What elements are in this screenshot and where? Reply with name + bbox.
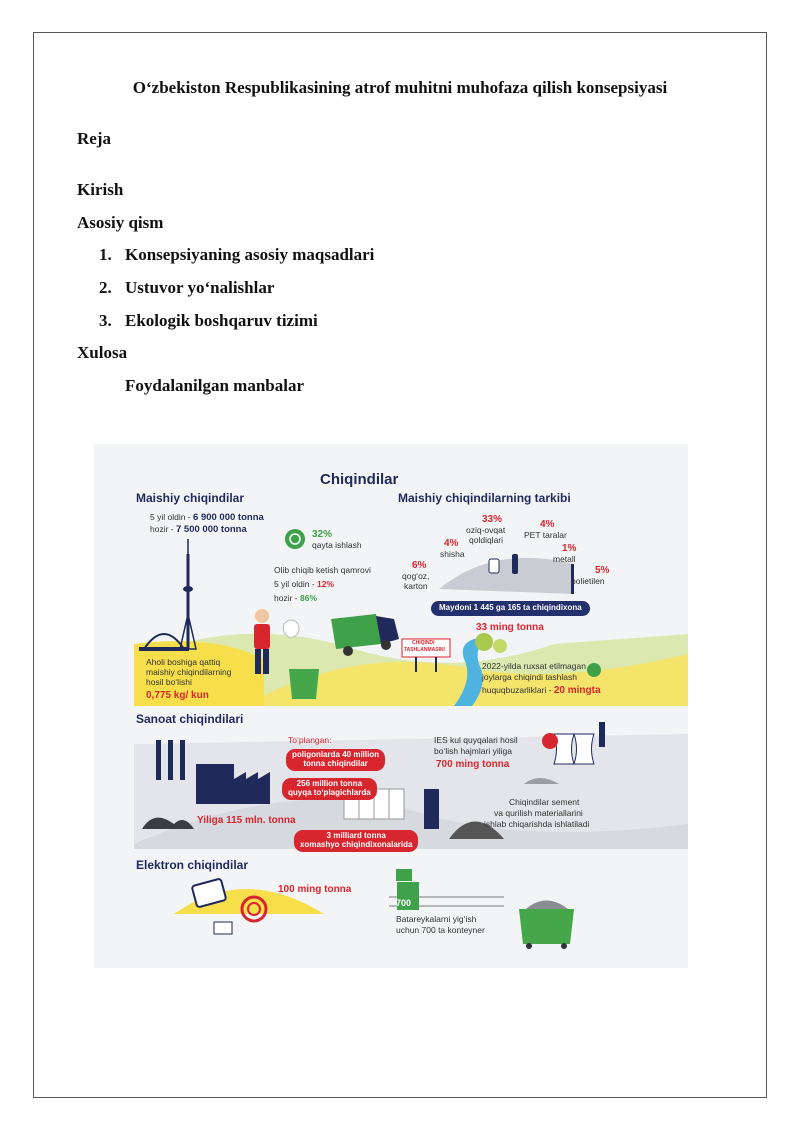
illegal-dumping-line: 2022-yilda ruxsat etilmagan <box>482 661 586 671</box>
pet-label: PET taralar <box>524 530 567 540</box>
food-label: qoldiqlari <box>469 535 504 545</box>
ash-value: 700 ming tonna <box>436 759 510 770</box>
tv-tower-icon <box>180 539 196 649</box>
poly-label: polietilen <box>571 576 605 586</box>
document-title: O‘zbekiston Respublikasining atrof muhitni muhofaza qilish konsepsiyasi <box>132 78 668 97</box>
no-dumping-sign: TASHLANMASIN! <box>404 647 446 653</box>
plan-item: 1. Konsepsiyaning asosiy maqsadlari <box>99 245 375 264</box>
recycle-percent: 32% <box>312 529 333 540</box>
food-label: oziq-ovqat <box>466 525 506 535</box>
landfill-stock-badge: poligonlarda 40 million tonna chiqindilar <box>286 749 385 771</box>
container-icon <box>519 901 574 950</box>
glass-percent: 4% <box>444 538 459 549</box>
plan-heading: Reja <box>77 129 111 148</box>
landfill-area-badge: Maydoni 1 445 ga 165 ta chiqindixona <box>431 601 590 616</box>
tailings-badge: 256 million tonna quyqa to‘plagichlarda <box>282 778 377 800</box>
metal-percent: 1% <box>562 543 577 554</box>
paper-label: karton <box>404 581 428 591</box>
paper-label: qog‘oz, <box>402 571 430 581</box>
infographic-title: Chiqindilar <box>320 471 399 488</box>
paper-percent: 6% <box>412 560 427 571</box>
stored-label: To‘plangan: <box>288 735 332 745</box>
reuse-line: Chiqindilar sement <box>509 797 580 807</box>
household-heading: Maishiy chiqindilar <box>136 491 245 505</box>
reuse-line: ishlab chiqarishda ishlatiladi <box>484 819 590 829</box>
household-before: 5 yil oldin - 6 900 000 tonna <box>150 512 264 523</box>
per-capita-value: 0,775 kg/ kun <box>146 690 209 701</box>
container-count: 700 <box>396 898 412 908</box>
composition-heading: Maishiy chiqindilarning tarkibi <box>398 491 571 505</box>
electronic-amount: 100 ming tonna <box>278 884 352 895</box>
conclusion-heading: Xulosa <box>77 343 128 362</box>
battery-line: uchun 700 ta konteyner <box>396 925 485 935</box>
pet-percent: 4% <box>540 519 555 530</box>
recycle-icon <box>285 529 305 549</box>
recycle-label: qayta ishlash <box>312 540 362 550</box>
food-percent: 33% <box>482 514 503 525</box>
ash-line: IES kul quyqalari hosil <box>434 735 518 745</box>
ash-line: bo‘lish hajmlari yiliga <box>434 746 512 756</box>
yearly-industrial: Yiliga 115 mln. tonna <box>197 815 296 826</box>
coverage-label: Olib chiqib ketish qamrovi <box>274 565 371 575</box>
battery-line: Batareykalarni yig‘ish <box>396 914 477 924</box>
metal-label: metall <box>553 554 576 564</box>
household-now: hozir - 7 500 000 tonna <box>150 524 247 535</box>
illegal-dumping-line: joylarga chiqindi tashlash <box>482 672 577 682</box>
waste-infographic <box>94 444 688 968</box>
illegal-dumping-count: huquqbuzarliklari - 20 mingta <box>482 685 601 696</box>
raw-waste-badge: 3 milliard tonna xomashyo chiqindixonalarida <box>294 830 418 852</box>
reuse-line: va qurilish materiallarini <box>494 808 583 818</box>
industrial-heading: Sanoat chiqindilari <box>136 712 244 726</box>
no-dumping-sign: CHIQINDI <box>412 640 435 646</box>
glass-label: shisha <box>440 549 465 559</box>
intro-heading: Kirish <box>77 180 124 199</box>
plan-item: 2. Ustuvor yo‘nalishlar <box>99 278 275 297</box>
per-capita-line: Aholi boshiga qattiq <box>146 657 221 667</box>
per-capita-line: hosil bo‘lishi <box>146 677 192 687</box>
main-part-heading: Asosiy qism <box>77 213 164 232</box>
coverage-before: 5 yil oldin - 12% <box>274 579 335 589</box>
per-capita-line: maishiy chiqindilarning <box>146 667 232 677</box>
poly-percent: 5% <box>595 565 610 576</box>
plan-item: 3. Ekologik boshqaruv tizimi <box>99 311 318 330</box>
coverage-now: hozir - 86% <box>274 593 318 603</box>
landfill-tonnage: 33 ming tonna <box>476 622 544 633</box>
sources-heading: Foydalanilgan manbalar <box>125 376 305 395</box>
electronic-heading: Elektron chiqindilar <box>136 858 249 872</box>
